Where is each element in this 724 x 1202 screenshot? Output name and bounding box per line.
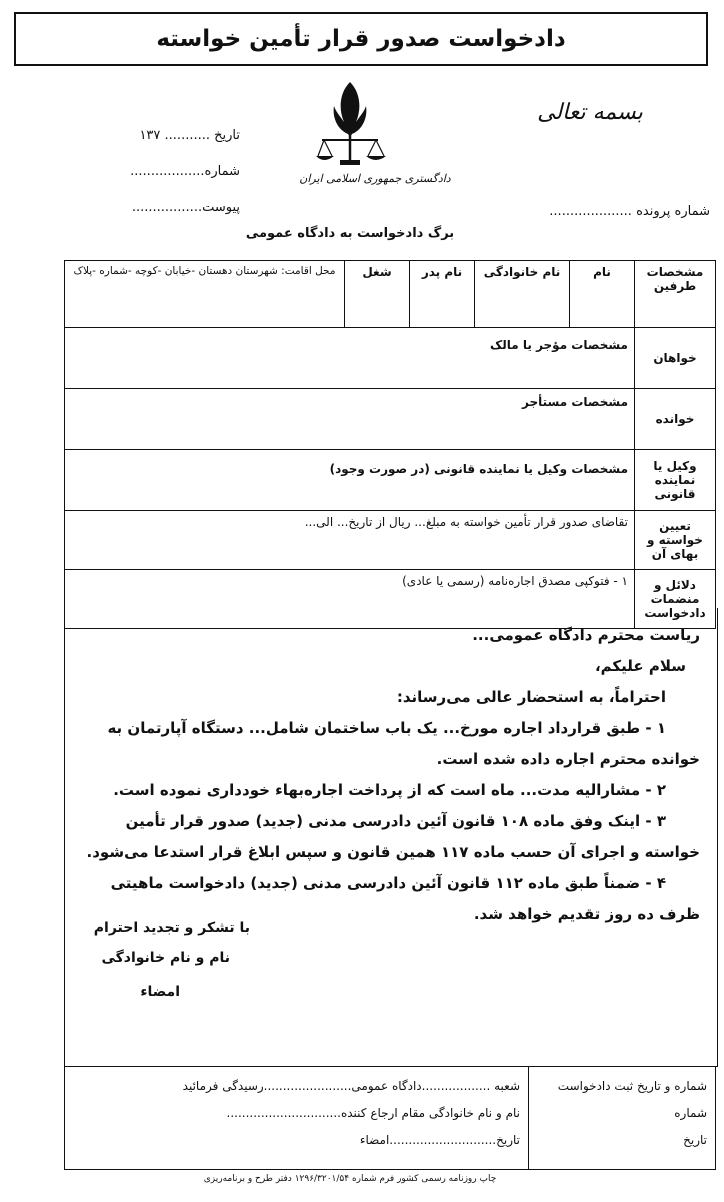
table-row bbox=[65, 389, 716, 450]
bismillah: بسمه تعالی bbox=[537, 100, 643, 125]
letter-line: خواسته و اجرای آن حسب ماده ۱۱۷ همین قانون و سپس ابلاغ قرار استدعا می‌شود. bbox=[86, 843, 700, 861]
parties-table bbox=[64, 260, 716, 629]
letter-body[interactable] bbox=[80, 620, 700, 930]
letter-salutation: ریاست محترم دادگاه عمومی... bbox=[472, 626, 700, 644]
evidence-details[interactable]: ۱ - فتوکپی مصدق اجاره‌نامه (رسمی یا عادی) bbox=[65, 570, 635, 629]
header-first-name: نام bbox=[570, 261, 635, 328]
signature-label[interactable]: امضاء bbox=[140, 984, 180, 1000]
letter-line: ظرف ده روز تقدیم خواهد شد. bbox=[473, 905, 700, 923]
table-row bbox=[65, 328, 716, 389]
attorney-details[interactable]: مشخصات وکیل یا نماینده قانونی (در صورت وجود) bbox=[65, 450, 635, 511]
row-label-attorney: وکیل یا نماینده قانونی bbox=[635, 450, 716, 511]
court-name: دادگستری جمهوری اسلامی ایران bbox=[299, 172, 451, 185]
referral-authority-line[interactable]: نام و نام خانوادگی مقام ارجاع کننده.............................. bbox=[226, 1106, 520, 1120]
table-row bbox=[65, 450, 716, 511]
registration-box bbox=[529, 1067, 716, 1170]
registration-title: شماره و تاریخ ثبت دادخواست bbox=[557, 1079, 707, 1093]
table-row bbox=[65, 511, 716, 570]
plaintiff-details[interactable]: مشخصات مؤجر یا مالک bbox=[65, 328, 635, 389]
iran-emblem-icon bbox=[310, 78, 390, 170]
header-parties: مشخصات طرفین bbox=[635, 261, 716, 328]
header-father-name: نام پدر bbox=[410, 261, 475, 328]
row-label-evidence: دلائل و منضمات دادخواست bbox=[635, 570, 716, 629]
signer-name-label[interactable]: نام و نام خانوادگی bbox=[101, 950, 230, 966]
letter-line: ۳ - اینک وفق ماده ۱۰۸ قانون آئین دادرسی مدنی (جدید) صدور قرار تأمین bbox=[125, 812, 666, 830]
table-header-row bbox=[65, 261, 716, 328]
registration-table bbox=[64, 1066, 716, 1170]
letter-line: خوانده محترم اجاره داده شده است. bbox=[436, 750, 700, 768]
form-title: دادخواست صدور قرار تأمین خواسته bbox=[14, 12, 708, 66]
row-label-claim: تعیین خواسته و بهای آن bbox=[635, 511, 716, 570]
letter-closing: با تشکر و تجدید احترام bbox=[93, 920, 250, 936]
letter-greeting: سلام علیکم، bbox=[594, 657, 686, 675]
row-label-plaintiff: خواهان bbox=[635, 328, 716, 389]
letter-line: ۱ - طبق قرارداد اجاره مورخ... یک باب ساختمان شامل... دستگاه آپارتمان به bbox=[107, 719, 666, 737]
attachment-field[interactable]: پیوست................. bbox=[131, 200, 240, 215]
row-label-defendant: خوانده bbox=[635, 389, 716, 450]
case-number-field[interactable]: شماره پرونده .................... bbox=[549, 204, 710, 219]
date-field[interactable]: تاریخ ........... ۱۳۷ bbox=[139, 128, 240, 143]
registration-date[interactable]: تاریخ bbox=[683, 1133, 707, 1147]
form-subtitle: برگ دادخواست به دادگاه عمومی bbox=[245, 226, 455, 241]
form-footer: چاپ روزنامه رسمی کشور فرم شماره ۱۲۹۶/۳۲۰۱/۵۴ دفتر طرح و برنامه‌ریزی bbox=[203, 1174, 497, 1184]
letter-line: ۴ - ضمناً طبق ماده ۱۱۲ قانون آئین دادرسی مدنی (جدید) دادخواست ماهیتی bbox=[110, 874, 666, 892]
referral-box bbox=[65, 1067, 529, 1170]
letter-line: احتراماً، به استحضار عالی می‌رساند: bbox=[396, 688, 666, 706]
number-field[interactable]: شماره.................. bbox=[130, 164, 240, 179]
letter-line: ۲ - مشارالیه مدت... ماه است که از پرداخت اجاره‌بهاء خودداری نموده است. bbox=[113, 781, 666, 799]
referral-date-signature-line[interactable]: تاریخ............................امضاء bbox=[359, 1133, 520, 1147]
claim-details[interactable]: تقاضای صدور قرار تأمین خواسته به مبلغ... ریال از تاریخ... الی... bbox=[65, 511, 635, 570]
header-address: محل اقامت: شهرستان دهستان -خیابان -کوچه -شماره -پلاک bbox=[65, 261, 345, 328]
header-occupation: شغل bbox=[345, 261, 410, 328]
registration-number[interactable]: شماره bbox=[674, 1106, 707, 1120]
referral-branch-line[interactable]: شعبه ..................دادگاه عمومی.......................رسیدگی فرمائید bbox=[182, 1079, 520, 1093]
defendant-details[interactable]: مشخصات مستأجر bbox=[65, 389, 635, 450]
header-last-name: نام خانوادگی bbox=[475, 261, 570, 328]
